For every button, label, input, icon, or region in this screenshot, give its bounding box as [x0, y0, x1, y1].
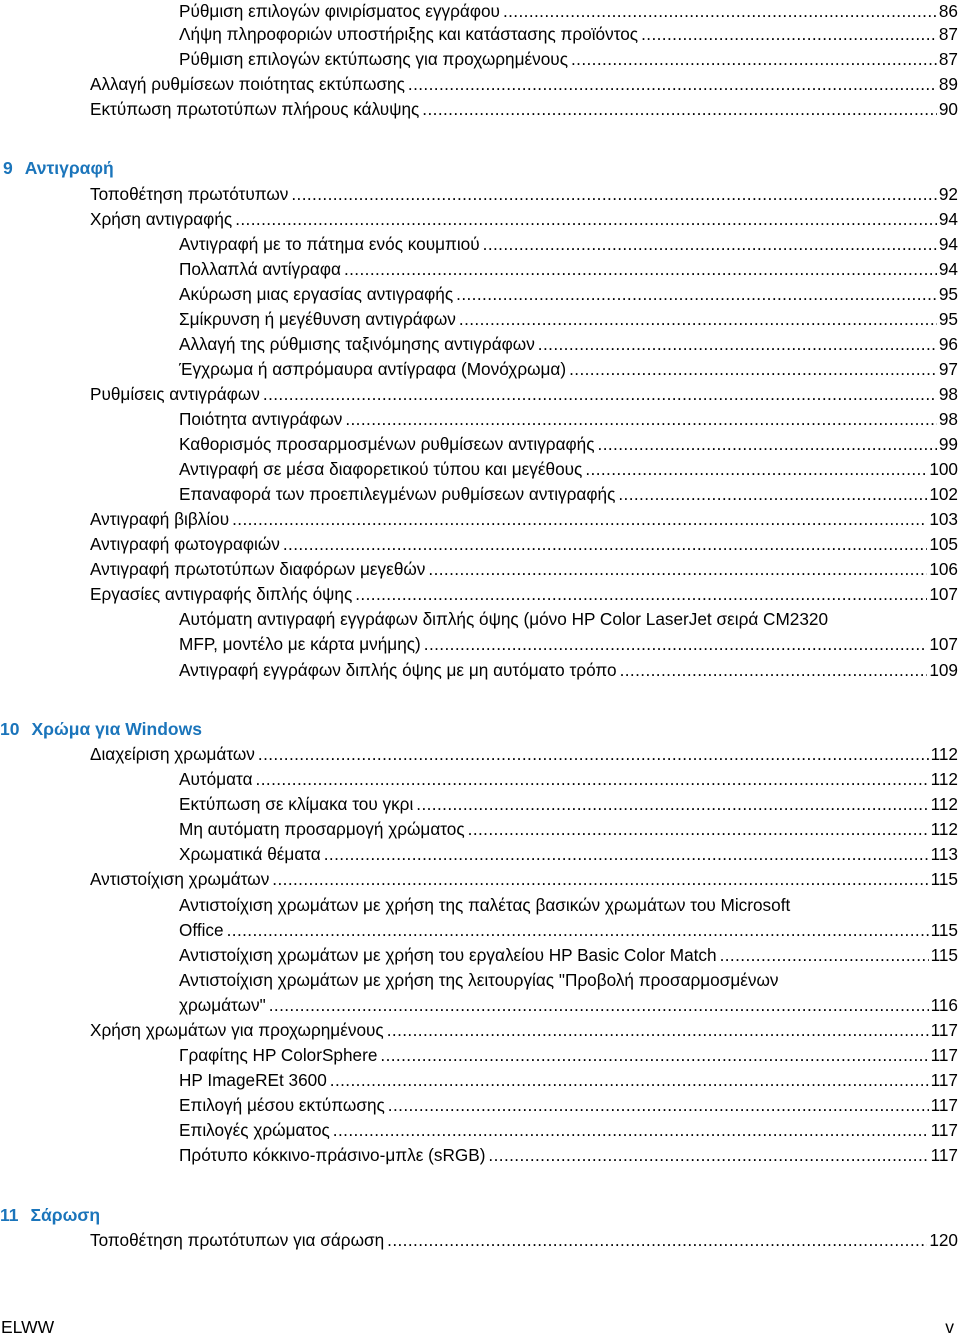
toc-entry-title-line1: Αντιστοίχιση χρωμάτων με χρήση της λειτουργίας "Προβολή προσαρμοσμένων — [179, 970, 779, 990]
toc-entry-page: 112 — [930, 769, 958, 789]
toc-entry-page: 89 — [938, 74, 958, 94]
dot-leader — [272, 867, 928, 892]
toc-entry-page: 105 — [929, 534, 958, 554]
toc-entry[interactable] — [179, 22, 958, 47]
toc-entry-title: Αντιγραφή με το πάτημα ενός κουμπιού — [179, 234, 480, 254]
dot-leader — [598, 432, 937, 457]
toc-entry[interactable] — [179, 1093, 958, 1118]
dot-leader — [428, 557, 927, 582]
toc-entry-page: 94 — [938, 259, 958, 279]
chapter-title: Σάρωση — [30, 1205, 101, 1225]
toc-entry-title: Μη αυτόματη προσαρμογή χρώματος — [179, 819, 465, 839]
dot-leader — [291, 182, 937, 207]
toc-entry-page: 112 — [930, 819, 958, 839]
toc-entry-page: 115 — [930, 945, 958, 965]
footer-page-number: v — [945, 1317, 954, 1337]
toc-entry-title: Αντιστοίχιση χρωμάτων — [90, 869, 270, 889]
toc-entry[interactable] — [179, 282, 958, 307]
dot-leader — [488, 1143, 928, 1168]
dot-leader — [468, 817, 929, 842]
dot-leader — [585, 457, 927, 482]
chapter-heading[interactable] — [0, 1203, 100, 1228]
toc-entry-title-line2: χρωμάτων" — [179, 995, 266, 1015]
toc-entry[interactable] — [179, 943, 958, 968]
toc-entry-title: Έγχρωμα ή ασπρόμαυρα αντίγραφα (Μονόχρωμα) — [179, 359, 567, 379]
dot-leader — [387, 1228, 927, 1253]
toc-entry-multiline[interactable] — [179, 893, 958, 943]
toc-entry-page: 95 — [938, 284, 958, 304]
toc-entry-page: 117 — [930, 1045, 958, 1065]
dot-leader — [235, 207, 937, 232]
toc-entry[interactable] — [179, 842, 958, 867]
toc-entry-title: Αλλαγή ρυθμίσεων ποιότητας εκτύπωσης — [90, 74, 405, 94]
toc-entry-title: Αντιγραφή πρωτοτύπων διαφόρων μεγεθών — [90, 559, 426, 579]
toc-entry-title: Επιλογές χρώματος — [179, 1120, 330, 1140]
toc-entry[interactable] — [90, 382, 958, 407]
toc-entry-title: Λήψη πληροφοριών υποστήριξης και κατάστασης προϊόντος — [179, 24, 639, 44]
toc-entry-title: Χρήση αντιγραφής — [90, 209, 233, 229]
toc-entry[interactable] — [179, 1143, 958, 1168]
dot-leader — [408, 72, 937, 97]
toc-entry[interactable] — [90, 867, 958, 892]
chapter-heading[interactable] — [0, 717, 202, 742]
toc-entry-page: 115 — [930, 869, 958, 889]
toc-entry-page: 94 — [938, 234, 958, 254]
toc-entry-title: Ρυθμίσεις αντιγράφων — [90, 384, 260, 404]
toc-entry-title: Διαχείριση χρωμάτων — [90, 744, 255, 764]
toc-entry-page: 100 — [929, 459, 958, 479]
dot-leader — [232, 507, 927, 532]
toc-entry[interactable] — [179, 47, 958, 72]
toc-entry-title: Αντιγραφή σε μέσα διαφορετικού τύπου και μεγέθους — [179, 459, 583, 479]
toc-entry-title-line2: Office — [179, 920, 224, 940]
toc-entry[interactable] — [179, 1043, 958, 1068]
toc-entry-page: 120 — [929, 1230, 958, 1250]
toc-entry-page: 95 — [938, 309, 958, 329]
toc-entry-page: 97 — [938, 359, 958, 379]
toc-entry[interactable] — [90, 72, 958, 97]
toc-entry[interactable] — [90, 507, 958, 532]
toc-entry-page: 94 — [938, 209, 958, 229]
toc-entry-page: 87 — [938, 49, 958, 69]
toc-entry-title: Τοποθέτηση πρωτότυπων για σάρωση — [90, 1230, 385, 1250]
toc-entry-title: Αλλαγή της ρύθμισης ταξινόμησης αντιγράφων — [179, 334, 535, 354]
chapter-number: 9 — [3, 158, 13, 178]
toc-entry-page: 112 — [930, 794, 958, 814]
toc-entry-title-line1: Αντιστοίχιση χρωμάτων με χρήση της παλέτας βασικών χρωμάτων του Microsoft — [179, 895, 791, 915]
toc-entry-page: 86 — [938, 1, 958, 21]
toc-entry-title: Χρήση χρωμάτων για προχωρημένους — [90, 1020, 384, 1040]
toc-entry-title: Ρύθμιση επιλογών φινιρίσματος εγγράφου — [179, 1, 500, 21]
toc-entry[interactable] — [90, 1228, 958, 1253]
dot-leader — [538, 332, 937, 357]
toc-entry-title: Επιλογή μέσου εκτύπωσης — [179, 1095, 385, 1115]
toc-entry[interactable] — [179, 817, 958, 842]
toc-entry[interactable] — [90, 557, 958, 582]
toc-entry[interactable] — [179, 792, 958, 817]
toc-entry-page: 99 — [938, 434, 958, 454]
toc-entry-page: 116 — [930, 995, 958, 1015]
footer-left-label: ELWW — [1, 1317, 55, 1337]
toc-entry-title: Εκτύπωση πρωτοτύπων πλήρους κάλυψης — [90, 99, 420, 119]
toc-entry[interactable] — [90, 1018, 958, 1043]
toc-entry-title: Αντιγραφή εγγράφων διπλής όψης με μη αυτόματο τρόπο — [179, 660, 617, 680]
toc-entry[interactable] — [90, 97, 958, 122]
toc-entry-title: Γραφίτης HP ColorSphere — [179, 1045, 378, 1065]
toc-entry-title: Εκτύπωση σε κλίμακα του γκρι — [179, 794, 414, 814]
toc-entry-title: Πολλαπλά αντίγραφα — [179, 259, 341, 279]
dot-leader — [387, 1018, 929, 1043]
toc-entry[interactable] — [90, 532, 958, 557]
toc-entry-page: 102 — [929, 484, 958, 504]
dot-leader — [344, 257, 937, 282]
dot-leader — [620, 658, 928, 683]
toc-entry[interactable] — [179, 232, 958, 257]
toc-entry-page: 112 — [930, 744, 958, 764]
dot-leader — [422, 97, 937, 122]
dot-leader — [263, 382, 937, 407]
toc-entry-title: Επαναφορά των προεπιλεγμένων ρυθμίσεων αντιγραφής — [179, 484, 616, 504]
toc-entry-page: 117 — [930, 1120, 958, 1140]
toc-entry-title: Τοποθέτηση πρωτότυπων — [90, 184, 289, 204]
dot-leader — [283, 532, 927, 557]
toc-entry-title: HP ImageREt 3600 — [179, 1070, 327, 1090]
toc-entry-page: 113 — [930, 844, 958, 864]
dot-leader — [324, 842, 929, 867]
toc-entry-title: Αντιγραφή φωτογραφιών — [90, 534, 280, 554]
dot-leader — [641, 22, 937, 47]
dot-leader — [345, 407, 937, 432]
chapter-number: 10 — [0, 719, 20, 739]
chapter-title: Αντιγραφή — [24, 158, 114, 178]
toc-entry-page: 107 — [929, 584, 958, 604]
toc-entry-page: 98 — [938, 384, 958, 404]
toc-entry-page: 106 — [929, 559, 958, 579]
dot-leader — [720, 943, 929, 968]
dot-leader — [569, 357, 937, 382]
dot-leader — [503, 0, 937, 24]
toc-entry[interactable] — [90, 182, 958, 207]
toc-entry[interactable] — [90, 207, 958, 232]
toc-entry-title: Αντιστοίχιση χρωμάτων με χρήση του εργαλείου HP Basic Color Match — [179, 945, 717, 965]
toc-entry-title: Σμίκρυνση ή μεγέθυνση αντιγράφων — [179, 309, 456, 329]
dot-leader — [256, 767, 929, 792]
dot-leader — [355, 582, 927, 607]
toc-entry-page: 98 — [938, 409, 958, 429]
toc-entry-title: Ρύθμιση επιλογών εκτύπωσης για προχωρημένους — [179, 49, 568, 69]
toc-entry-title: Χρωματικά θέματα — [179, 844, 321, 864]
toc-entry-title: Πρότυπο κόκκινο-πράσινο-μπλε (sRGB) — [179, 1145, 486, 1165]
dot-leader — [388, 1093, 929, 1118]
toc-entry[interactable] — [179, 1068, 958, 1093]
toc-entry-page: 87 — [938, 24, 958, 44]
dot-leader — [258, 742, 929, 767]
chapter-heading[interactable] — [3, 156, 114, 181]
dot-leader — [330, 1068, 929, 1093]
dot-leader — [416, 792, 928, 817]
toc-entry-title: Εργασίες αντιγραφής διπλής όψης — [90, 584, 353, 604]
toc-entry[interactable] — [179, 407, 958, 432]
toc-entry[interactable] — [179, 767, 958, 792]
toc-entry-title-line2: MFP, μοντέλο με κάρτα μνήμης) — [179, 634, 421, 654]
toc-entry-page: 103 — [929, 509, 958, 529]
toc-entry[interactable] — [90, 582, 958, 607]
dot-leader — [571, 47, 937, 72]
chapter-title: Χρώμα για Windows — [31, 719, 202, 739]
toc-entry-page: 117 — [930, 1020, 958, 1040]
toc-entry-page: 92 — [938, 184, 958, 204]
chapter-number: 11 — [0, 1205, 19, 1225]
toc-entry[interactable] — [179, 257, 958, 282]
toc-entry[interactable] — [179, 457, 958, 482]
toc-entry-page: 117 — [930, 1145, 958, 1165]
toc-entry[interactable] — [90, 742, 958, 767]
toc-entry-title: Αντιγραφή βιβλίου — [90, 509, 230, 529]
dot-leader — [333, 1118, 929, 1143]
dot-leader — [459, 307, 937, 332]
toc-entry-page: 117 — [930, 1070, 958, 1090]
dot-leader — [456, 282, 937, 307]
toc-entry[interactable] — [179, 332, 958, 357]
dot-leader — [269, 993, 929, 1018]
toc-entry[interactable] — [179, 482, 958, 507]
toc-entry[interactable] — [179, 0, 958, 24]
dot-leader — [380, 1043, 928, 1068]
toc-entry-title: Ποιότητα αντιγράφων — [179, 409, 343, 429]
toc-entry[interactable] — [179, 357, 958, 382]
toc-entry-title: Καθορισμός προσαρμοσμένων ρυθμίσεων αντιγραφής — [179, 434, 595, 454]
toc-entry-title: Αυτόματα — [179, 769, 253, 789]
toc-entry-title-line1: Αυτόματη αντιγραφή εγγράφων διπλής όψης (μόνο HP Color LaserJet σειρά CM2320 — [179, 609, 829, 629]
toc-entry-page: 107 — [929, 634, 958, 654]
dot-leader — [483, 232, 937, 257]
toc-entry-multiline[interactable] — [179, 968, 958, 1018]
toc-entry[interactable] — [179, 307, 958, 332]
dot-leader — [424, 632, 928, 657]
dot-leader — [618, 482, 927, 507]
toc-entry-page: 115 — [930, 920, 958, 940]
toc-entry[interactable] — [179, 658, 958, 683]
toc-entry-page: 117 — [930, 1095, 958, 1115]
toc-entry-page: 96 — [938, 334, 958, 354]
toc-entry[interactable] — [179, 1118, 958, 1143]
toc-entry[interactable] — [179, 432, 958, 457]
toc-entry-page: 90 — [938, 99, 958, 119]
toc-entry-page: 109 — [929, 660, 958, 680]
toc-entry-title: Ακύρωση μιας εργασίας αντιγραφής — [179, 284, 454, 304]
dot-leader — [227, 918, 929, 943]
toc-entry-multiline[interactable] — [179, 607, 958, 657]
